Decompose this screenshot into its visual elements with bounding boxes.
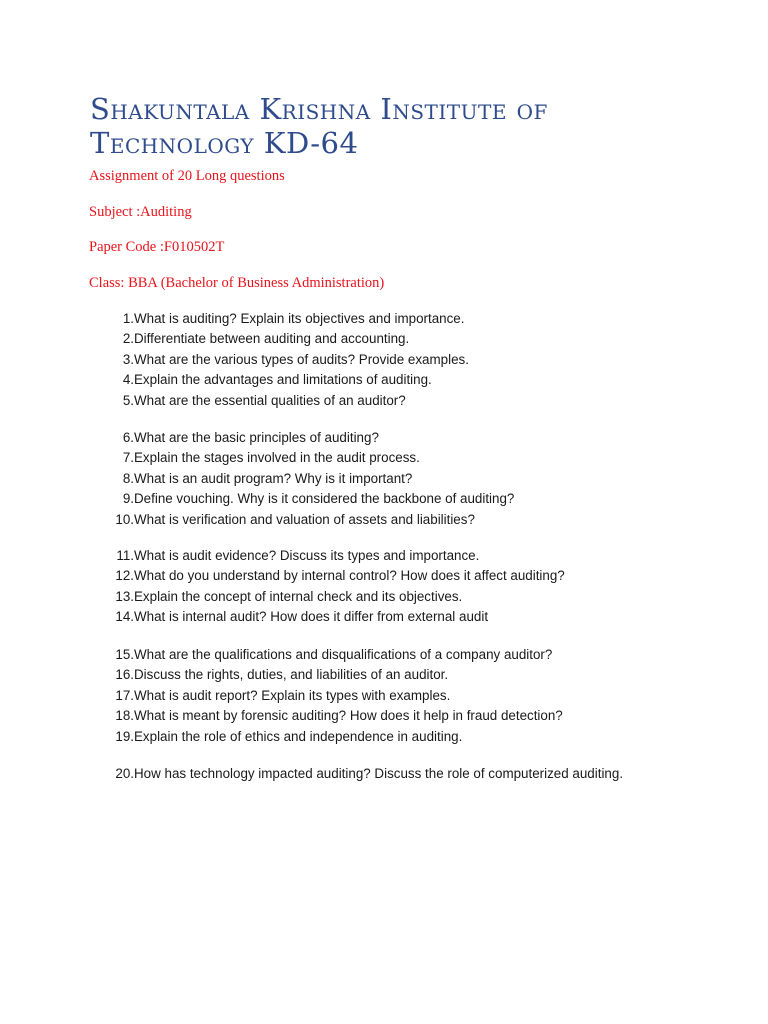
class-line: Class: BBA (Bachelor of Business Administration) xyxy=(89,275,385,291)
question-text: Explain the advantages and limitations of auditing. xyxy=(134,372,432,388)
question-number: 11. xyxy=(116,548,134,563)
question-item xyxy=(108,391,406,411)
question-group-1 xyxy=(108,309,469,411)
question-text: What are the essential qualities of an auditor? xyxy=(134,392,406,408)
question-item xyxy=(108,686,451,706)
question-number: 1. xyxy=(122,311,134,326)
question-group-5 xyxy=(108,764,624,784)
question-number: 9. xyxy=(122,491,134,507)
question-text: How has technology impacted auditing? Discuss the role of computerized auditing. xyxy=(134,766,624,781)
question-number: 16. xyxy=(115,667,134,683)
question-item xyxy=(108,706,563,726)
question-item xyxy=(108,510,475,530)
question-item xyxy=(108,665,449,685)
subject-line: Subject :Auditing xyxy=(89,204,192,220)
question-item xyxy=(108,309,465,329)
question-text: What are the various types of audits? Provide examples. xyxy=(134,351,469,367)
question-text: What do you understand by internal control? How does it affect auditing? xyxy=(134,568,565,584)
question-item xyxy=(108,489,515,509)
question-item xyxy=(108,370,432,390)
question-text: Explain the concept of internal check and its objectives. xyxy=(134,588,463,604)
question-group-2 xyxy=(108,428,515,530)
question-item xyxy=(108,587,463,607)
question-number: 20. xyxy=(115,766,134,781)
document-title: Shakuntala Krishna Institute of Technology KD-64 xyxy=(90,92,548,160)
question-item xyxy=(108,428,379,448)
question-text: What are the basic principles of auditing? xyxy=(134,430,379,445)
question-text: What is internal audit? How does it differ from external audit xyxy=(134,609,489,625)
question-text: What is audit report? Explain its types with examples. xyxy=(134,687,451,703)
question-number: 4. xyxy=(122,372,134,388)
question-number: 15. xyxy=(115,647,134,662)
question-item xyxy=(108,566,565,586)
question-number: 2. xyxy=(122,331,134,347)
question-text: Explain the stages involved in the audit process. xyxy=(134,450,420,466)
question-text: Explain the role of ethics and independence in auditing. xyxy=(134,728,463,744)
question-number: 12. xyxy=(115,568,134,584)
question-group-3 xyxy=(108,546,565,628)
question-item xyxy=(108,607,489,627)
question-text: What is meant by forensic auditing? How does it help in fraud detection? xyxy=(134,708,563,724)
assignment-line: Assignment of 20 Long questions xyxy=(89,168,285,184)
question-item xyxy=(108,469,413,489)
paper-code-line: Paper Code :F010502T xyxy=(89,239,225,255)
question-number: 5. xyxy=(122,392,134,408)
question-number: 8. xyxy=(122,470,134,486)
question-item xyxy=(108,645,553,665)
question-text: What is an audit program? Why is it important? xyxy=(134,470,413,486)
question-number: 3. xyxy=(122,351,134,367)
question-item xyxy=(108,546,480,566)
question-text: Define vouching. Why is it considered the backbone of auditing? xyxy=(134,491,515,507)
question-number: 14. xyxy=(115,609,134,625)
question-text: What is audit evidence? Discuss its types and importance. xyxy=(134,548,480,563)
question-item xyxy=(108,448,420,468)
question-number: 6. xyxy=(122,430,134,445)
question-group-4 xyxy=(108,645,563,747)
question-item xyxy=(108,727,463,747)
question-number: 10. xyxy=(115,511,134,527)
question-number: 18. xyxy=(115,708,134,724)
question-number: 7. xyxy=(122,450,134,466)
question-number: 19. xyxy=(115,728,134,744)
question-text: What is auditing? Explain its objectives and importance. xyxy=(134,311,465,326)
question-text: Discuss the rights, duties, and liabilities of an auditor. xyxy=(134,667,449,683)
question-number: 17. xyxy=(115,687,134,703)
question-item xyxy=(108,764,624,784)
question-item xyxy=(108,350,469,370)
question-text: Differentiate between auditing and accounting. xyxy=(134,331,410,347)
question-item xyxy=(108,329,410,349)
question-text: What are the qualifications and disqualifications of a company auditor? xyxy=(134,647,553,662)
question-number: 13. xyxy=(115,588,134,604)
question-text: What is verification and valuation of assets and liabilities? xyxy=(134,511,475,527)
